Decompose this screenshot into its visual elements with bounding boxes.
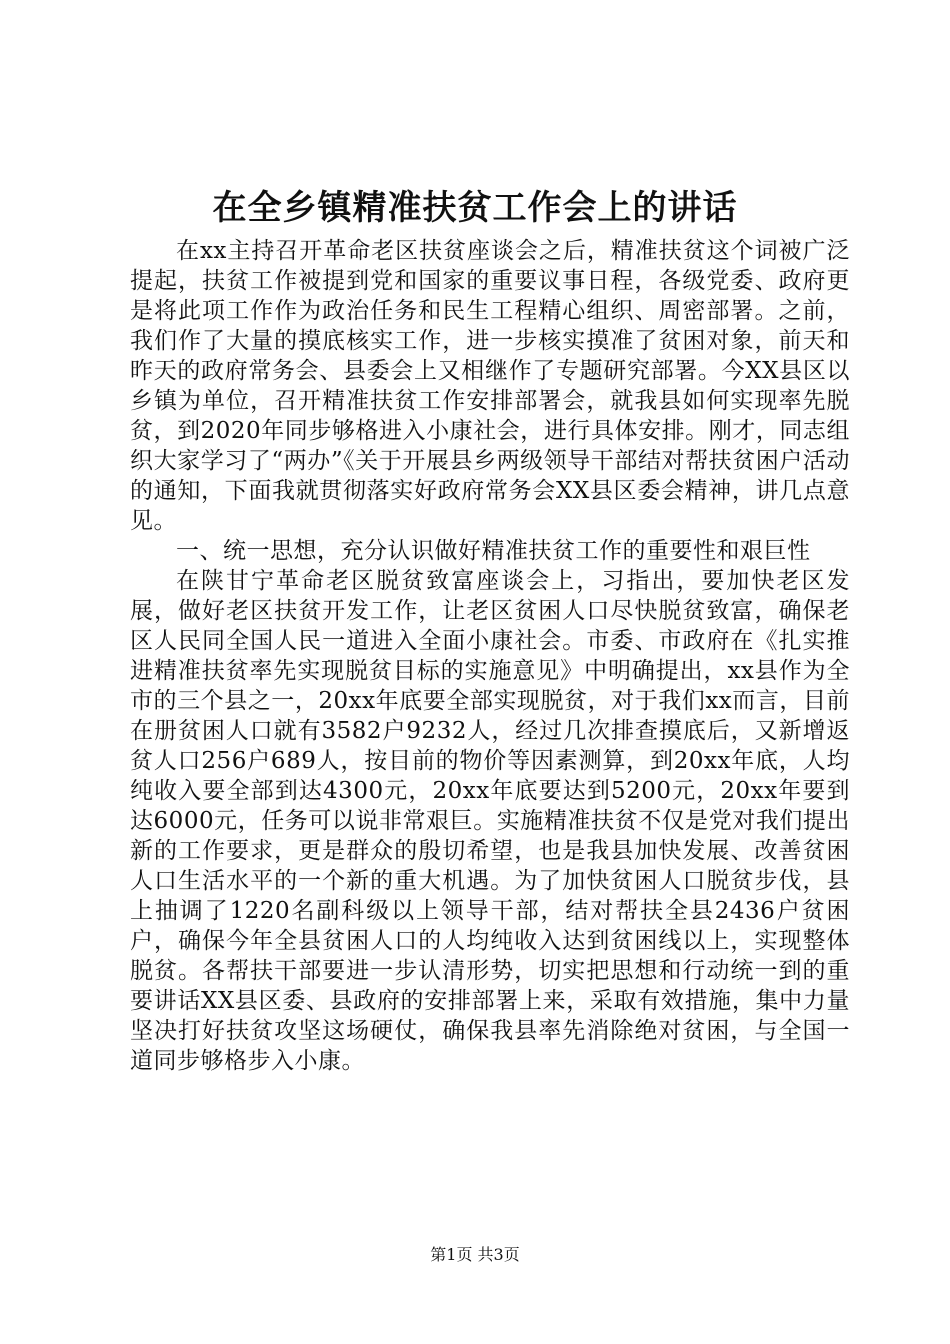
page-number-footer: 第1页 共3页 [430,1245,520,1264]
document-title: 在全乡镇精准扶贫工作会上的讲话 [212,188,738,228]
section-heading-1: 一、统一思想，充分认识做好精准扶贫工作的重要性和艰巨性 [176,538,811,564]
paragraph-section-1: 在陕甘宁革命老区脱贫致富座谈会上，习指出，要加快老区发展，做好老区扶贫开发工作，让老区贫困人口尽快脱贫致富，确保老区人民同全国人民一道进入全面小康社会。市委、市政府在《扎实推进精准扶贫率先实现脱贫目标的实施意见》中明确提出，xx县作为全市的三个县之一，20xx年底要全部实现脱贫，对于我们xx而言，目前在册贫困人口就有3582户9232人，经过几次排查摸底后，又新增返贫人口256户689人，按目前的物价等因素测算，到20xx年底，人均纯收入要全部到达4300元，20xx年底要达到5200元，20xx年要到达6000元，任务可以说非常艰巨。实施精准扶贫不仅是党对我们提出新的工作要求，更是群众的殷切希望，也是我县加快发展、改善贫困人口生活水平的一个新的重大机遇。为了加快贫困人口脱贫步伐，县上抽调了1220名副科级以上领导干部，结对帮扶全县2436户贫困户，确保今年全县贫困人口的人均纯收入达到贫困线以上，实现整体脱贫。各帮扶干部要进一步认清形势，切实把思想和行动统一到的重要讲话XX县区委、县政府的安排部署上来，采取有效措施，集中力量坚决打好扶贫攻坚这场硬仗，确保我县率先消除绝对贫困，与全国一道同步够格步入小康。 [130,568,850,1074]
document-body [130,236,850,1076]
paragraph-intro: 在xx主持召开革命老区扶贫座谈会之后，精准扶贫这个词被广泛提起，扶贫工作被提到党和国家的重要议事日程，各级党委、政府更是将此项工作作为政治任务和民生工程精心组织、周密部署。之前，我们作了大量的摸底核实工作，进一步核实摸准了贫困对象，前天和昨天的政府常务会、县委会上又相继作了专题研究部署。今XX县区以乡镇为单位，召开精准扶贫工作安排部署会，就我县如何实现率先脱贫，到2020年同步够格进入小康社会，进行具体安排。刚才，同志组织大家学习了“两办”《关于开展县乡两级领导干部结对帮扶贫困户活动的通知，下面我就贯彻落实好政府常务会XX县区委会精神，讲几点意见。 [130,238,850,534]
